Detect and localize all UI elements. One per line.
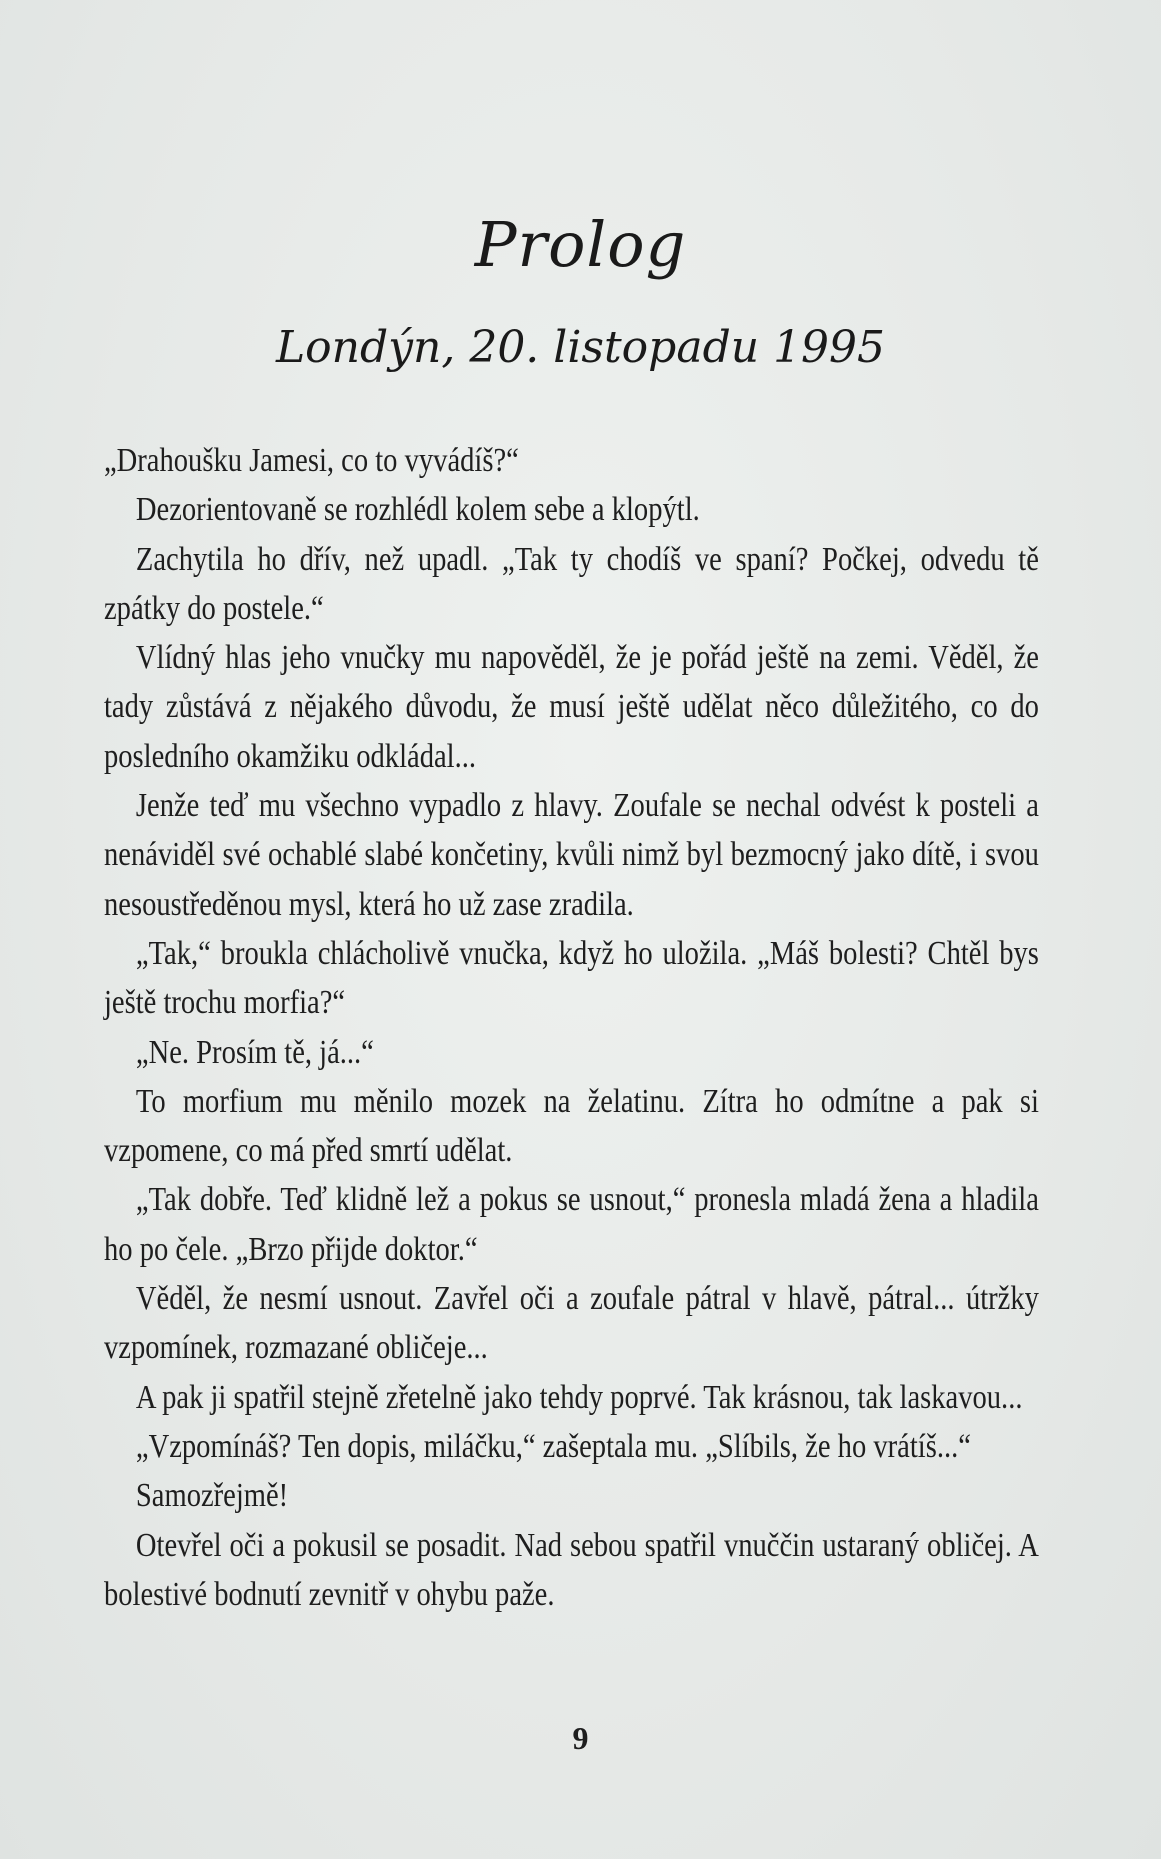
paragraph: To morfium mu měnilo mozek na želatinu. Zítra ho odmítne a pak si vzpomene, co má před smrtí udělat. <box>104 1082 1039 1170</box>
paragraph: A pak ji spatřil stejně zřetelně jako tehdy poprvé. Tak krásnou, tak laskavou... <box>135 1378 1023 1416</box>
chapter-subtitle: Londýn, 20. listopadu 1995 <box>275 322 886 373</box>
chapter-title: Prolog <box>474 208 687 281</box>
paragraph: Věděl, že nesmí usnout. Zavřel oči a zoufale pátral v hlavě, pátral... útržky vzpomínek, rozmazané obličeje... <box>104 1280 1039 1367</box>
paragraph: Samozřejmě! <box>135 1477 289 1515</box>
paragraph: Dezorientovaně se rozhlédl kolem sebe a klopýtl. <box>135 491 700 529</box>
paragraph: Zachytila ho dřív, než upadl. „Tak ty chodíš ve spaní? Počkej, odvedu tě zpátky do postele.“ <box>104 540 1039 627</box>
body-text <box>104 436 1039 1619</box>
paragraph: Vlídný hlas jeho vnučky mu napověděl, že je pořád ještě na zemi. Věděl, že tady zůstává z nějakého důvodu, že musí ještě udělat něco důležitého, co do posledního okamžiku odkládal... <box>104 639 1039 775</box>
paragraph: „Tak dobře. Teď klidně lež a pokus se usnout,“ pronesla mladá žena a hladila ho po čele. „Brzo přijde doktor.“ <box>104 1181 1039 1268</box>
paragraph: „Vzpomínáš? Ten dopis, miláčku,“ zašeptala mu. „Slíbils, že ho vrátíš...“ <box>135 1427 971 1465</box>
paragraph: Otevřel oči a pokusil se posadit. Nad sebou spatřil vnuččin ustaraný obličej. A bolestivé bodnutí zevnitř v ohybu paže. <box>104 1526 1039 1613</box>
page-number: 9 <box>572 1720 589 1756</box>
paragraph: Jenže teď mu všechno vypadlo z hlavy. Zoufale se nechal odvést k posteli a nenáviděl své ochablé slabé končetiny, kvůli nimž byl bezmocný jako dítě, i svou nesoustředěnou mysl, která ho už zase zradila. <box>104 787 1039 923</box>
paragraph: „Tak,“ broukla chlácholivě vnučka, když ho uložila. „Máš bolesti? Chtěl bys ještě trochu morfia?“ <box>104 934 1039 1022</box>
paragraph: „Ne. Prosím tě, já...“ <box>135 1033 374 1071</box>
paragraph: „Drahoušku Jamesi, co to vyvádíš?“ <box>104 442 519 479</box>
